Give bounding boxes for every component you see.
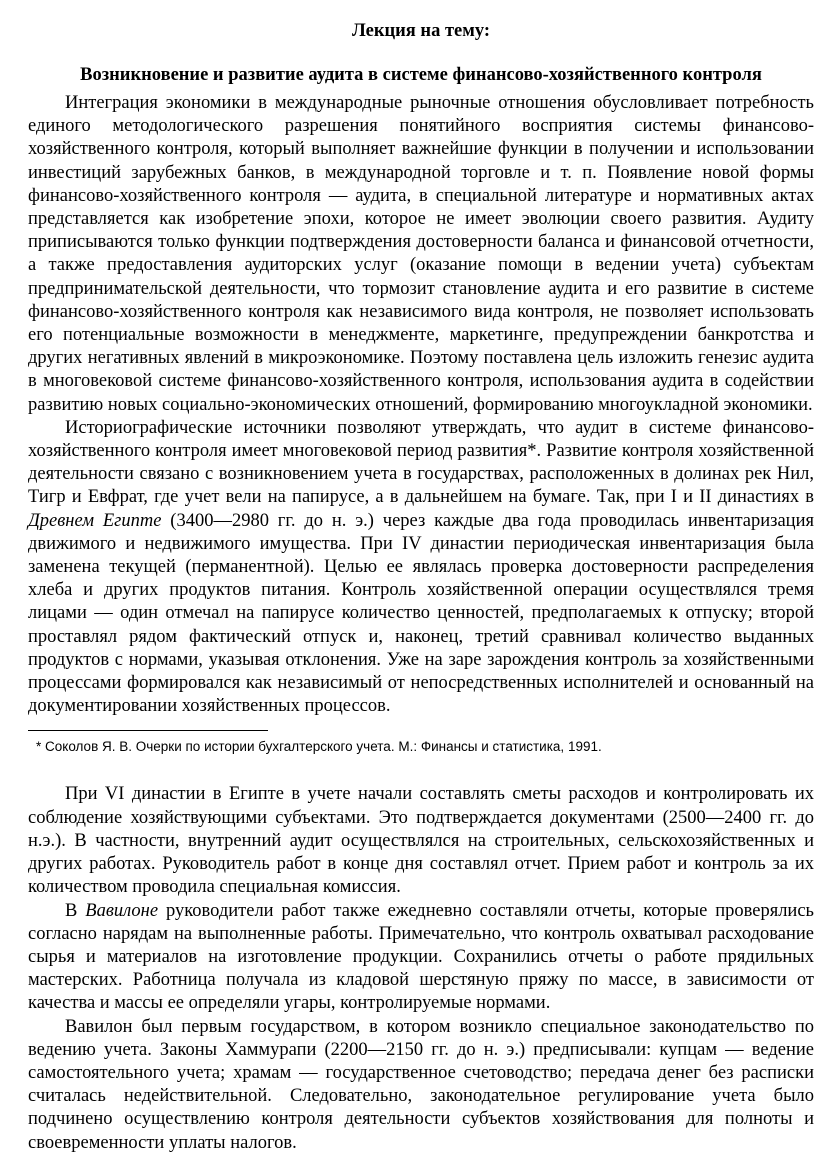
paragraph-4-part-b: руководители работ также ежедневно составляли отчеты, которые проверялись согласно нарядам на выполненные работы. Примечательно, что контроль охватывал расходование сырья и материалов на изготовление продукции. Сохранились отчеты о работе прядильных мастерских. Работница получала из кладовой шерстяную пряжу по массе, в зависимости от качества и массы ее определяли угары, контролируемые нормами. [28,900,814,1014]
footnote: * Соколов Я. В. Очерки по истории бухгалтерского учета. М.: Финансы и статистика, 1991. [36,739,602,755]
section-gap [28,757,814,783]
lecture-title: Лекция на тему: [351,21,491,41]
footnote-divider [28,730,268,731]
paragraph-2-part-a: Историографические источники позволяют утверждать, что аудит в системе финансово-хозяйственного контроля имеет многовековой период развития*. Развитие контроля хозяйственной деятельности связано с возникновением учета в государствах, расположенных в долинах рек Нил, Тигр и Евфрат, где учет вели на папирусе, а в дальнейшем на бумаге. Так, при I и II династиях в [28,417,814,508]
paragraph-4-emphasis: Вавилоне [85,900,159,921]
paragraph-4-part-a: В [65,900,86,921]
paragraph-1: Интеграция экономики в международные рыночные отношения обусловливает потребность единого методологического разрешения понятийного восприятия системы финансово-хозяйственного контроля, который выполняет важнейшие функции в получении и использовании инвестиций зарубежных банков, в международной торговле и т. п. Появление новой формы финансово-хозяйственного контроля — аудита, в специальной литературе и нормативных актах представляется как изобретение эпохи, которое не имеет эволюции своего развития. Аудиту приписываются только функции подтверждения достоверности баланса и финансовой отчетности, а также предоставления аудиторских услуг (оказание помощи в ведении учета) субъектам предпринимательской деятельности, что тормозит становление аудита и его развитие в системе финансово-хозяйственного контроля как независимого вида контроля, не позволяет использовать его потенциальные возможности в менеджменте, маркетинге, предупреждении банкротства и других негативных явлений в микроэкономике. Поэтому поставлена цель изложить генезис аудита в многовековой системе финансово-хозяйственного контроля, использования аудита в содействии развитию новых социально-экономических отношений, формированию многоукладной экономики. [28,93,814,415]
paragraph-3: При VI династии в Египте в учете начали составлять сметы расходов и контролировать их соблюдение хозяйствующими субъектами. Это подтверждается документами (2500—2400 гг. до н.э.). В частности, внутренний аудит осуществлялся на строительных, сельскохозяйственных и других работах. Руководитель работ в конце дня составлял отчет. Прием работ и контроль за их количеством проводила специальная комиссия. [28,784,814,898]
paragraph-2-emphasis: Древнем Египте [28,510,162,531]
paragraph-2-part-b: (3400—2980 гг. до н. э.) через каждые два года проводилась инвентаризация движимого и недвижимого имущества. При IV династии периодическая инвентаризация была заменена текущей (перманентной). Целью ее являлась проверка достоверности распределения хлеба и других продуктов питания. Контроль хозяйственной операции осуществлялся тремя лицами — один отмечал на папирусе количество ценностей, предполагаемых к отпуску; второй проставлял рядом фактический отпуск и, наконец, третий сравнивал количество выданных продуктов с нормами, указывая отклонения. Уже на заре зарождения контроль за хозяйственными процессами формировался как независимый от непосредственных исполнителей и основанный на документировании хозяйственных процессов. [28,510,814,717]
lecture-subtitle: Возникновение и развитие аудита в системе финансово-хозяйственного контроля [80,65,762,85]
paragraph-2 [28,417,814,719]
paragraph-5: Вавилон был первым государством, в котором возникло специальное законодательство по ведению учета. Законы Хаммурапи (2200—2150 гг. до н. э.) предписывали: купцам — ведение самостоятельного учета; храмам — государственное счетоводство; передача денег без расписки считалась недействительной. Следовательно, законодательное регулирование учета было подчинено осуществлению контроля деятельности субъектов хозяйствования для полноты и своевременности уплаты налогов. [28,1016,814,1153]
document-page [28,18,814,1155]
paragraph-4 [28,900,814,1016]
